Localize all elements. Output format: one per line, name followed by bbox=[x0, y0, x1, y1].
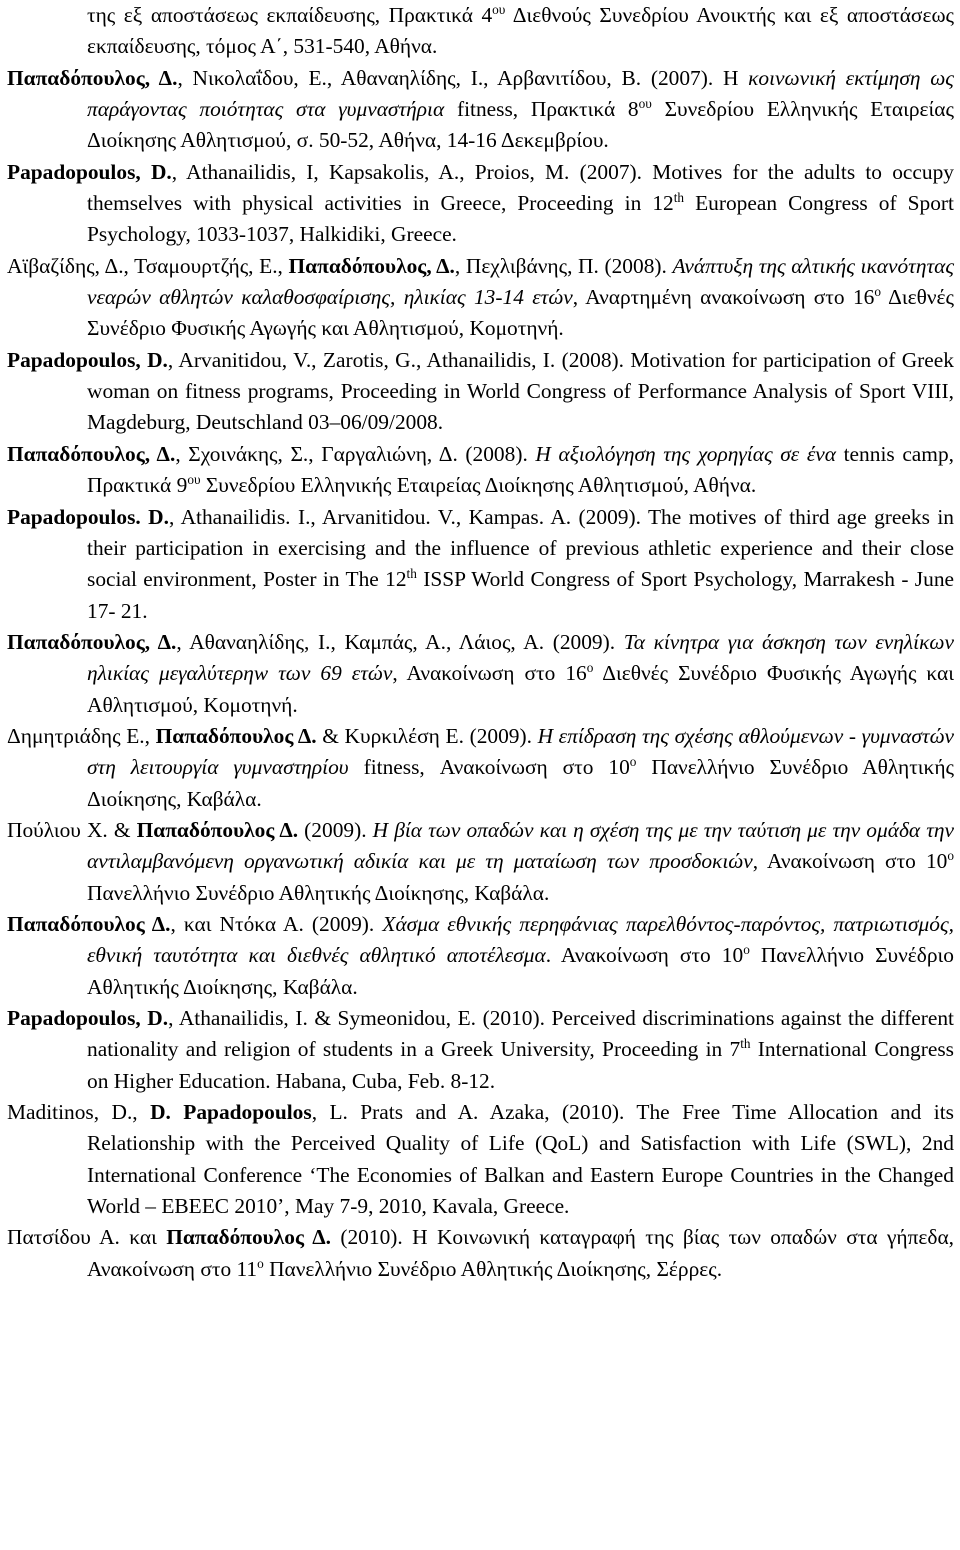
reference-text: Διεθνές Συνέδριο Φυσικής Αγωγής και Αθλητισμού, Κομοτηνή. bbox=[87, 285, 954, 341]
reference-text: tennis camp, Πρακτικά 9 bbox=[87, 441, 954, 498]
reference-entry bbox=[7, 251, 954, 345]
ordinal-superscript: ο bbox=[629, 754, 637, 770]
reference-text: Διεθνές Συνέδριο Φυσικής Αγωγής και Αθλητισμού, Κομοτηνή. bbox=[87, 661, 954, 717]
reference-title: Ανάπτυξη της αλτικής ικανότητας νεαρών αθλητών καλαθοσφαίρισης, ηλικίας 13-14 ετών bbox=[87, 253, 955, 310]
reference-text: Συνεδρίου Ελληνικής Εταιρείας Διοίκησης Αθλητισμού, σ. 50-52, Αθήνα, 14-16 Δεκεμβρίου. bbox=[87, 97, 954, 153]
reference-text: Πανελλήνιο Συνέδριο Αθλητικής Διοίκησης, Καβάλα. bbox=[87, 755, 954, 811]
reference-text: , L. Prats and A. Azaka, (2010). The Free Time Allocation and its Relationship with the Perceived Quality of Life (QoL) and Satisfaction with Life (SWL), 2nd International Conference ‘The Economies of Balkan and Eastern Europe Countries in the Changed World – EBEEC 2010’, May 7-9, 2010, Kavala, Greece. bbox=[87, 1100, 954, 1219]
author-name: Papadopoulos. D. bbox=[7, 504, 169, 529]
ordinal-superscript: th bbox=[740, 1036, 751, 1052]
reference-title: κοινωνική εκτίμηση ως παράγοντας ποιότητας στα γυμναστήρια bbox=[87, 65, 954, 122]
reference-text: Διεθνούς Συνεδρίου Ανοικτής και εξ αποστάσεως εκπαίδευσης, τόμος Α΄, 531-540, Αθήνα. bbox=[87, 3, 954, 59]
reference-text: , Athanailidis, I. & Symeonidou, E. (2010). Perceived discriminations against the different nationality and religion of students in a Greek University, Proceeding in 7 bbox=[87, 1006, 954, 1062]
author-name: Παπαδόπουλος Δ. bbox=[7, 911, 171, 936]
ordinal-superscript: ο bbox=[947, 848, 955, 864]
reference-text: (2010). Η Κοινωνική καταγραφή της βίας των οπαδών στα γήπεδα, Ανακοίνωση στο 11 bbox=[87, 1225, 954, 1281]
author-name: D. Papadopoulos bbox=[150, 1100, 312, 1125]
reference-entry bbox=[7, 815, 954, 909]
reference-text: fitness, Ανακοίνωση στο 10 bbox=[348, 755, 630, 780]
author-name: Papadopoulos, D. bbox=[7, 159, 172, 184]
reference-text: Πατσίδου Α. και bbox=[7, 1225, 167, 1250]
reference-entry bbox=[7, 502, 954, 627]
reference-text: , Πεχλιβάνης, Π. (2008). bbox=[454, 253, 673, 278]
ordinal-superscript: ο bbox=[257, 1255, 264, 1271]
author-name: Παπαδόπουλος, Δ. bbox=[7, 65, 178, 90]
reference-text: . Ανακοίνωση στο 10 bbox=[545, 943, 744, 968]
reference-entry bbox=[7, 909, 954, 1003]
ordinal-superscript: th bbox=[673, 189, 685, 205]
reference-text: , Arvanitidou, V., Zarotis, G., Athanailidis, I. (2008). Motivation for participation of Greek woman on fitness programs, Proceeding in World Congress of Performance Analysis of Sport VIII, Magdeburg, Deutschland 03–06/09/2008. bbox=[87, 347, 954, 435]
author-name: Παπαδόπουλος, Δ. bbox=[288, 253, 455, 278]
reference-text: Δημητριάδης Ε., bbox=[7, 723, 156, 748]
reference-text: , Νικολαΐδου, Ε., Αθαναηλίδης, Ι., Αρβανιτίδου, Β. (2007). Η bbox=[177, 65, 749, 90]
reference-title: Η επίδραση της σχέσης αθλούμενων - γυμναστών στη λειτουργία γυμναστηρίου bbox=[87, 723, 954, 780]
reference-text: Αϊβαζίδης, Δ., Τσαμουρτζής, Ε., bbox=[7, 253, 289, 278]
ordinal-superscript: ου bbox=[638, 95, 652, 111]
author-name: Papadopoulos, D. bbox=[7, 347, 168, 372]
author-name: Παπαδόπουλος, Δ. bbox=[7, 441, 176, 466]
reference-entry bbox=[7, 345, 954, 439]
reference-entry bbox=[7, 721, 954, 815]
reference-text: International Congress on Higher Education. Habana, Cuba, Feb. 8-12. bbox=[87, 1037, 954, 1093]
reference-entry bbox=[7, 1097, 954, 1222]
author-name: Παπαδόπουλος Δ. bbox=[166, 1225, 331, 1250]
reference-text: ISSP World Congress of Sport Psychology, Marrakesh - June 17- 21. bbox=[87, 567, 955, 623]
author-name: Papadopoulos, D. bbox=[7, 1006, 169, 1030]
reference-text: Πανελλήνιο Συνέδριο Αθλητικής Διοίκησης, Σέρρες. bbox=[263, 1256, 723, 1281]
reference-text: , Athanailidis, I, Kapsakolis, A., Proios, M. (2007). Motives for the adults to occupy themselves with physical activities in Greece, Proceeding in 12 bbox=[87, 159, 954, 216]
reference-title: Η βία των οπαδών και η σχέση της με την ταύτιση με την ομάδα την αντιλαμβανόμενη οργανωτική αδικία και με τη ματαίωση των προσδοκιών bbox=[87, 817, 954, 874]
reference-entry bbox=[7, 63, 954, 157]
reference-text: , Athanailidis. I., Arvanitidou. V., Kampas. A. (2009). The motives of third age greeks in their participation in exercising and the influence of previous athletic experience and their close social environment, Poster in The 12 bbox=[87, 504, 954, 592]
reference-text: Πανελλήνιο Συνέδριο Αθλητικής Διοίκησης, Καβάλα. bbox=[87, 880, 550, 905]
author-name: Παπαδόπουλος, Δ. bbox=[7, 629, 177, 654]
reference-title: Η αξιολόγηση της χορηγίας σε ένα bbox=[535, 441, 836, 466]
reference-text: Maditinos, D., bbox=[7, 1100, 151, 1125]
reference-entry bbox=[7, 1003, 954, 1097]
author-name: Παπαδόπουλος Δ. bbox=[155, 723, 317, 748]
ordinal-superscript: ο bbox=[874, 283, 881, 299]
reference-text: Πούλιου Χ. & bbox=[7, 817, 137, 842]
ordinal-superscript: ου bbox=[492, 1, 506, 17]
reference-entry bbox=[7, 627, 954, 721]
reference-text: , και Ντόκα Α. (2009). bbox=[170, 911, 383, 936]
reference-text: European Congress of Sport Psychology, 1033-1037, Halkidiki, Greece. bbox=[87, 191, 954, 247]
reference-text: , Σχοινάκης, Σ., Γαργαλιώνη, Δ. (2008). bbox=[175, 441, 536, 466]
reference-text: , Ανακοίνωση στο 16 bbox=[392, 661, 587, 686]
reference-title: Τα κίνητρα για άσκηση των ενηλίκων ηλικίας μεγαλύτερηw των 69 ετών bbox=[87, 629, 954, 686]
ordinal-superscript: ο bbox=[586, 660, 594, 675]
reference-entry bbox=[7, 0, 954, 63]
reference-title: Χάσμα εθνικής περηφάνιας παρελθόντος-παρόντος, πατριωτισμός, εθνική ταυτότητα και διεθνές αθλητικό αποτέλεσμα bbox=[87, 911, 954, 968]
reference-text: , Ανακοίνωση στο 10 bbox=[752, 849, 948, 874]
ordinal-superscript: ο bbox=[743, 942, 750, 958]
reference-text: , Αναρτημένη ανακοίνωση στο 16 bbox=[572, 285, 875, 310]
reference-entry bbox=[7, 157, 954, 251]
reference-text: fitness, Πρακτικά 8 bbox=[444, 97, 639, 122]
reference-text: Συνεδρίου Ελληνικής Εταιρείας Διοίκησης Αθλητισμού, Αθήνα. bbox=[200, 473, 757, 498]
reference-text: & Κυρκιλέση Ε. (2009). bbox=[316, 723, 538, 748]
reference-text: Πανελλήνιο Συνέδριο Αθλητικής Διοίκησης, Καβάλα. bbox=[87, 943, 954, 999]
reference-text: (2009). bbox=[298, 817, 373, 842]
reference-text: της εξ αποστάσεως εκπαίδευσης, Πρακτικά 4 bbox=[87, 3, 493, 27]
author-name: Παπαδόπουλος Δ. bbox=[136, 817, 299, 842]
reference-text: , Αθαναηλίδης, Ι., Καμπάς, Α., Λάιος, Α. (2009). bbox=[176, 629, 624, 654]
reference-entry bbox=[7, 439, 954, 502]
reference-entry bbox=[7, 1222, 954, 1285]
ordinal-superscript: ου bbox=[187, 471, 201, 487]
ordinal-superscript: th bbox=[406, 565, 417, 581]
